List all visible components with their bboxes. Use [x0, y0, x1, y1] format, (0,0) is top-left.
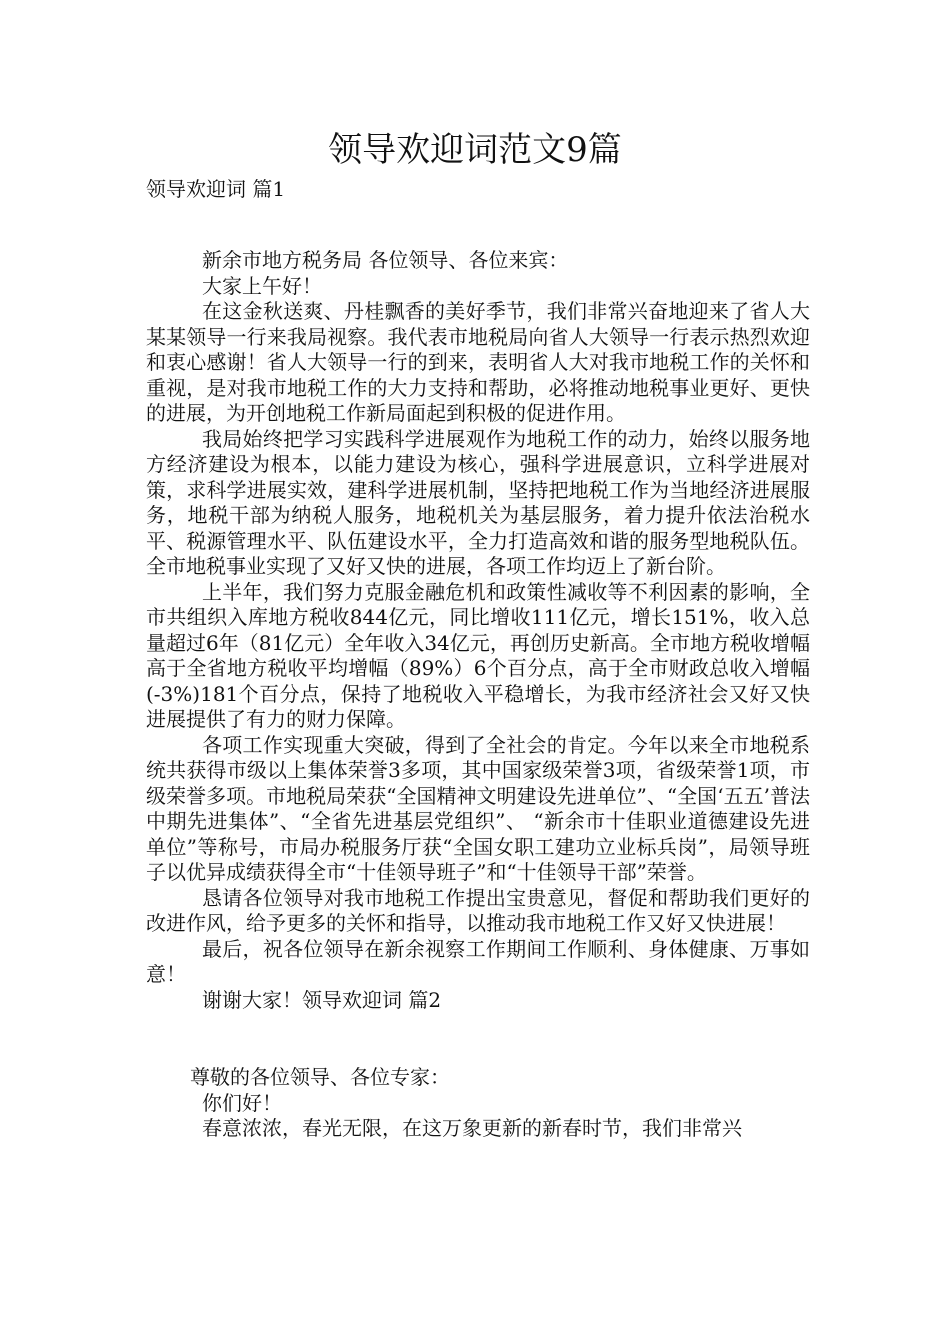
paragraph: 最后，祝各位领导在新余视察工作期间工作顺利、身体健康、万事如意！ [146, 936, 810, 986]
paragraph: 我局始终把学习实践科学进展观作为地税工作的动力，始终以服务地方经济建设为根本，以能力建设为核心，强科学进展意识，立科学进展对策，求科学进展实效，建科学进展机制，坚持把地税工作为当地经济进展服务，地税干部为纳税人服务，地税机关为基层服务，着力提升依法治税水平、税源管理水平、队伍建设水平，全力打造高效和谐的服务型地税队伍。全市地税事业实现了又好又快的进展，各项工作均迈上了新台阶。 [146, 426, 810, 578]
paragraph: 春意浓浓，春光无限，在这万象更新的新春时节，我们非常兴 [202, 1116, 742, 1140]
page-title: 领导欢迎词范文9篇 [328, 130, 622, 170]
paragraph: 在这金秋送爽、丹桂飘香的美好季节，我们非常兴奋地迎来了省人大某某领导一行来我局视察。我代表市地税局向省人大领导一行表示热烈欢迎和衷心感谢！省人大领导一行的到来，表明省人大对我市地税工作的关怀和重视，是对我市地税工作的大力支持和帮助，必将推动地税事业更好、更快的进展，为开创地税工作新局面起到积极的促进作用。 [146, 299, 810, 425]
paragraph: 各项工作实现重大突破，得到了全社会的肯定。今年以来全市地税系统共获得市级以上集体荣誉3多项，其中国家级荣誉3项，省级荣誉1项，市级荣誉多项。市地税局荣获“全国精神文明建设先进单位”、“全国‘五五’普法中期先进集体”、“全省先进基层党组织”、 “新余市十佳职业道德建设先进单位”等称号，市局办税服务厅获“全国女职工建功立业标兵岗”，局领导班子以优异成绩获得全市“十佳领导班子”和“十佳领导干部”荣誉。 [146, 732, 810, 884]
paragraph: 上半年，我们努力克服金融危机和政策性减收等不利因素的影响，全市共组织入库地方税收844亿元，同比增收111亿元，增长151%，收入总量超过6年（81亿元）全年收入34亿元，再创历史新高。全市地方税收增幅高于全省地方税收平均增幅（89%）6个百分点，高于全市财政总收入增幅(-3%)181个百分点，保持了地税收入平稳增长，为我市经济社会又好又快进展提供了有力的财力保障。 [146, 579, 810, 731]
document-body [146, 248, 810, 1142]
salutation: 新余市地方税务局 各位领导、各位来宾： [202, 248, 569, 272]
greeting: 大家上午好！ [202, 273, 322, 298]
spacer [146, 1013, 810, 1065]
section-heading: 领导欢迎词 篇1 [146, 177, 286, 201]
salutation: 尊敬的各位领导、各位专家： [190, 1065, 450, 1089]
greeting: 你们好！ [202, 1090, 282, 1115]
paragraph: 恳请各位领导对我市地税工作提出宝贵意见，督促和帮助我们更好的改进作风，给予更多的关怀和指导，以推动我市地税工作又好又快进展！ [146, 885, 810, 935]
closing-line: 谢谢大家！领导欢迎词 篇2 [202, 987, 442, 1012]
